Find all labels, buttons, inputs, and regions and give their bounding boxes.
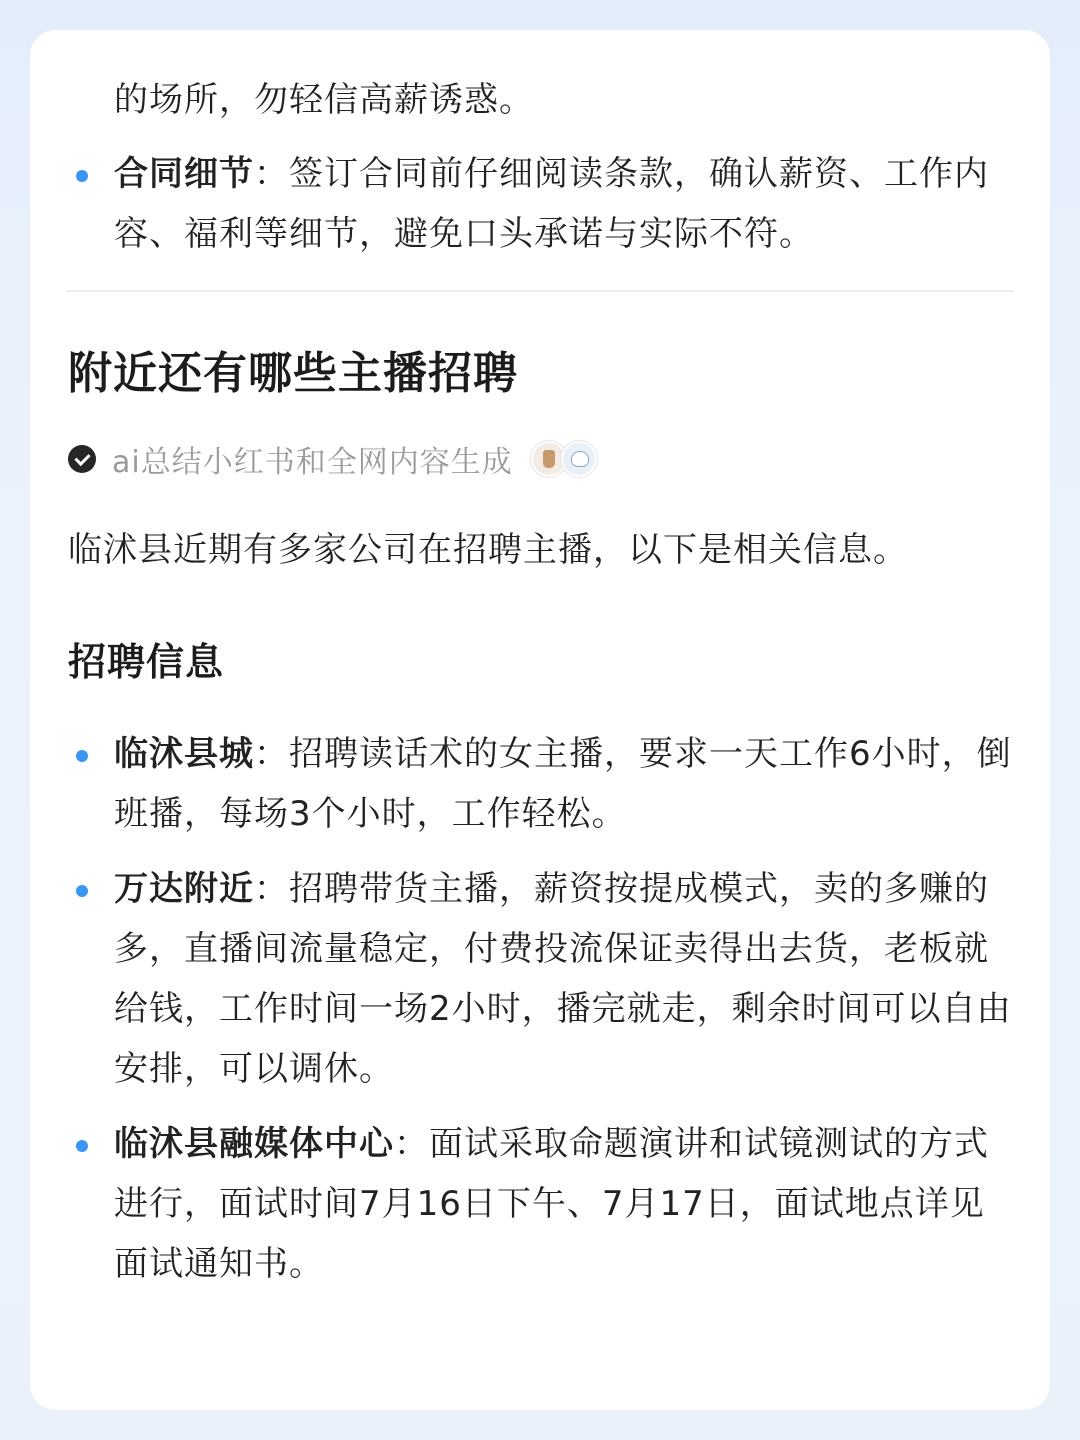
item-body: 招聘带货主播，薪资按提成模式，卖的多赚的多，直播间流量稳定，付费投流保证卖得出去货，老板就给钱，工作时间一场2小时，播完就走，剩余时间可以自由安排，可以调休。 xyxy=(114,869,1012,1089)
check-circle-icon xyxy=(68,445,96,473)
list-item-contract xyxy=(114,144,1014,264)
list-item-recruitment xyxy=(114,1114,1014,1294)
item-body: 签订合同前仔细阅读条款，确认薪资、工作内容、福利等细节，避免口头承诺与实际不符。 xyxy=(114,154,989,254)
item-separator: ： xyxy=(254,154,289,194)
source-avatars xyxy=(531,441,591,477)
list-item-recruitment xyxy=(114,724,1014,844)
item-body: 招聘读话术的女主播，要求一天工作6小时，倒班播，每场3个小时，工作轻松。 xyxy=(114,734,1012,834)
item-title: 合同细节 xyxy=(114,154,254,194)
bird-icon xyxy=(561,441,597,477)
item-body: 面试采取命题演讲和试镜测试的方式进行，面试时间7月16日下午、7月17日，面试地点详见面试通知书。 xyxy=(114,1124,989,1284)
item-separator: ： xyxy=(254,869,289,909)
list-item-recruitment xyxy=(114,859,1014,1099)
content-card xyxy=(30,30,1050,1410)
subheading: 招聘信息 xyxy=(68,640,225,684)
item-title: 临沭县融媒体中心 xyxy=(114,1124,394,1164)
continuation-text: 的场所，勿轻信高薪诱惑。 xyxy=(114,80,534,120)
bullet-dot xyxy=(76,1140,88,1152)
source-text: ai总结小红书和全网内容生成 xyxy=(112,445,513,480)
item-title: 临沭县城 xyxy=(114,734,254,774)
bullet-dot xyxy=(76,170,88,182)
bullet-dot xyxy=(76,750,88,762)
source-attribution[interactable] xyxy=(68,434,591,484)
bullet-dot xyxy=(76,885,88,897)
item-separator: ： xyxy=(254,734,289,774)
item-title: 万达附近 xyxy=(114,869,254,909)
intro-text: 临沭县近期有多家公司在招聘主播，以下是相关信息。 xyxy=(68,530,908,570)
item-separator: ： xyxy=(394,1124,429,1164)
section-heading: 附近还有哪些主播招聘 xyxy=(68,348,518,399)
section-divider xyxy=(66,290,1014,292)
